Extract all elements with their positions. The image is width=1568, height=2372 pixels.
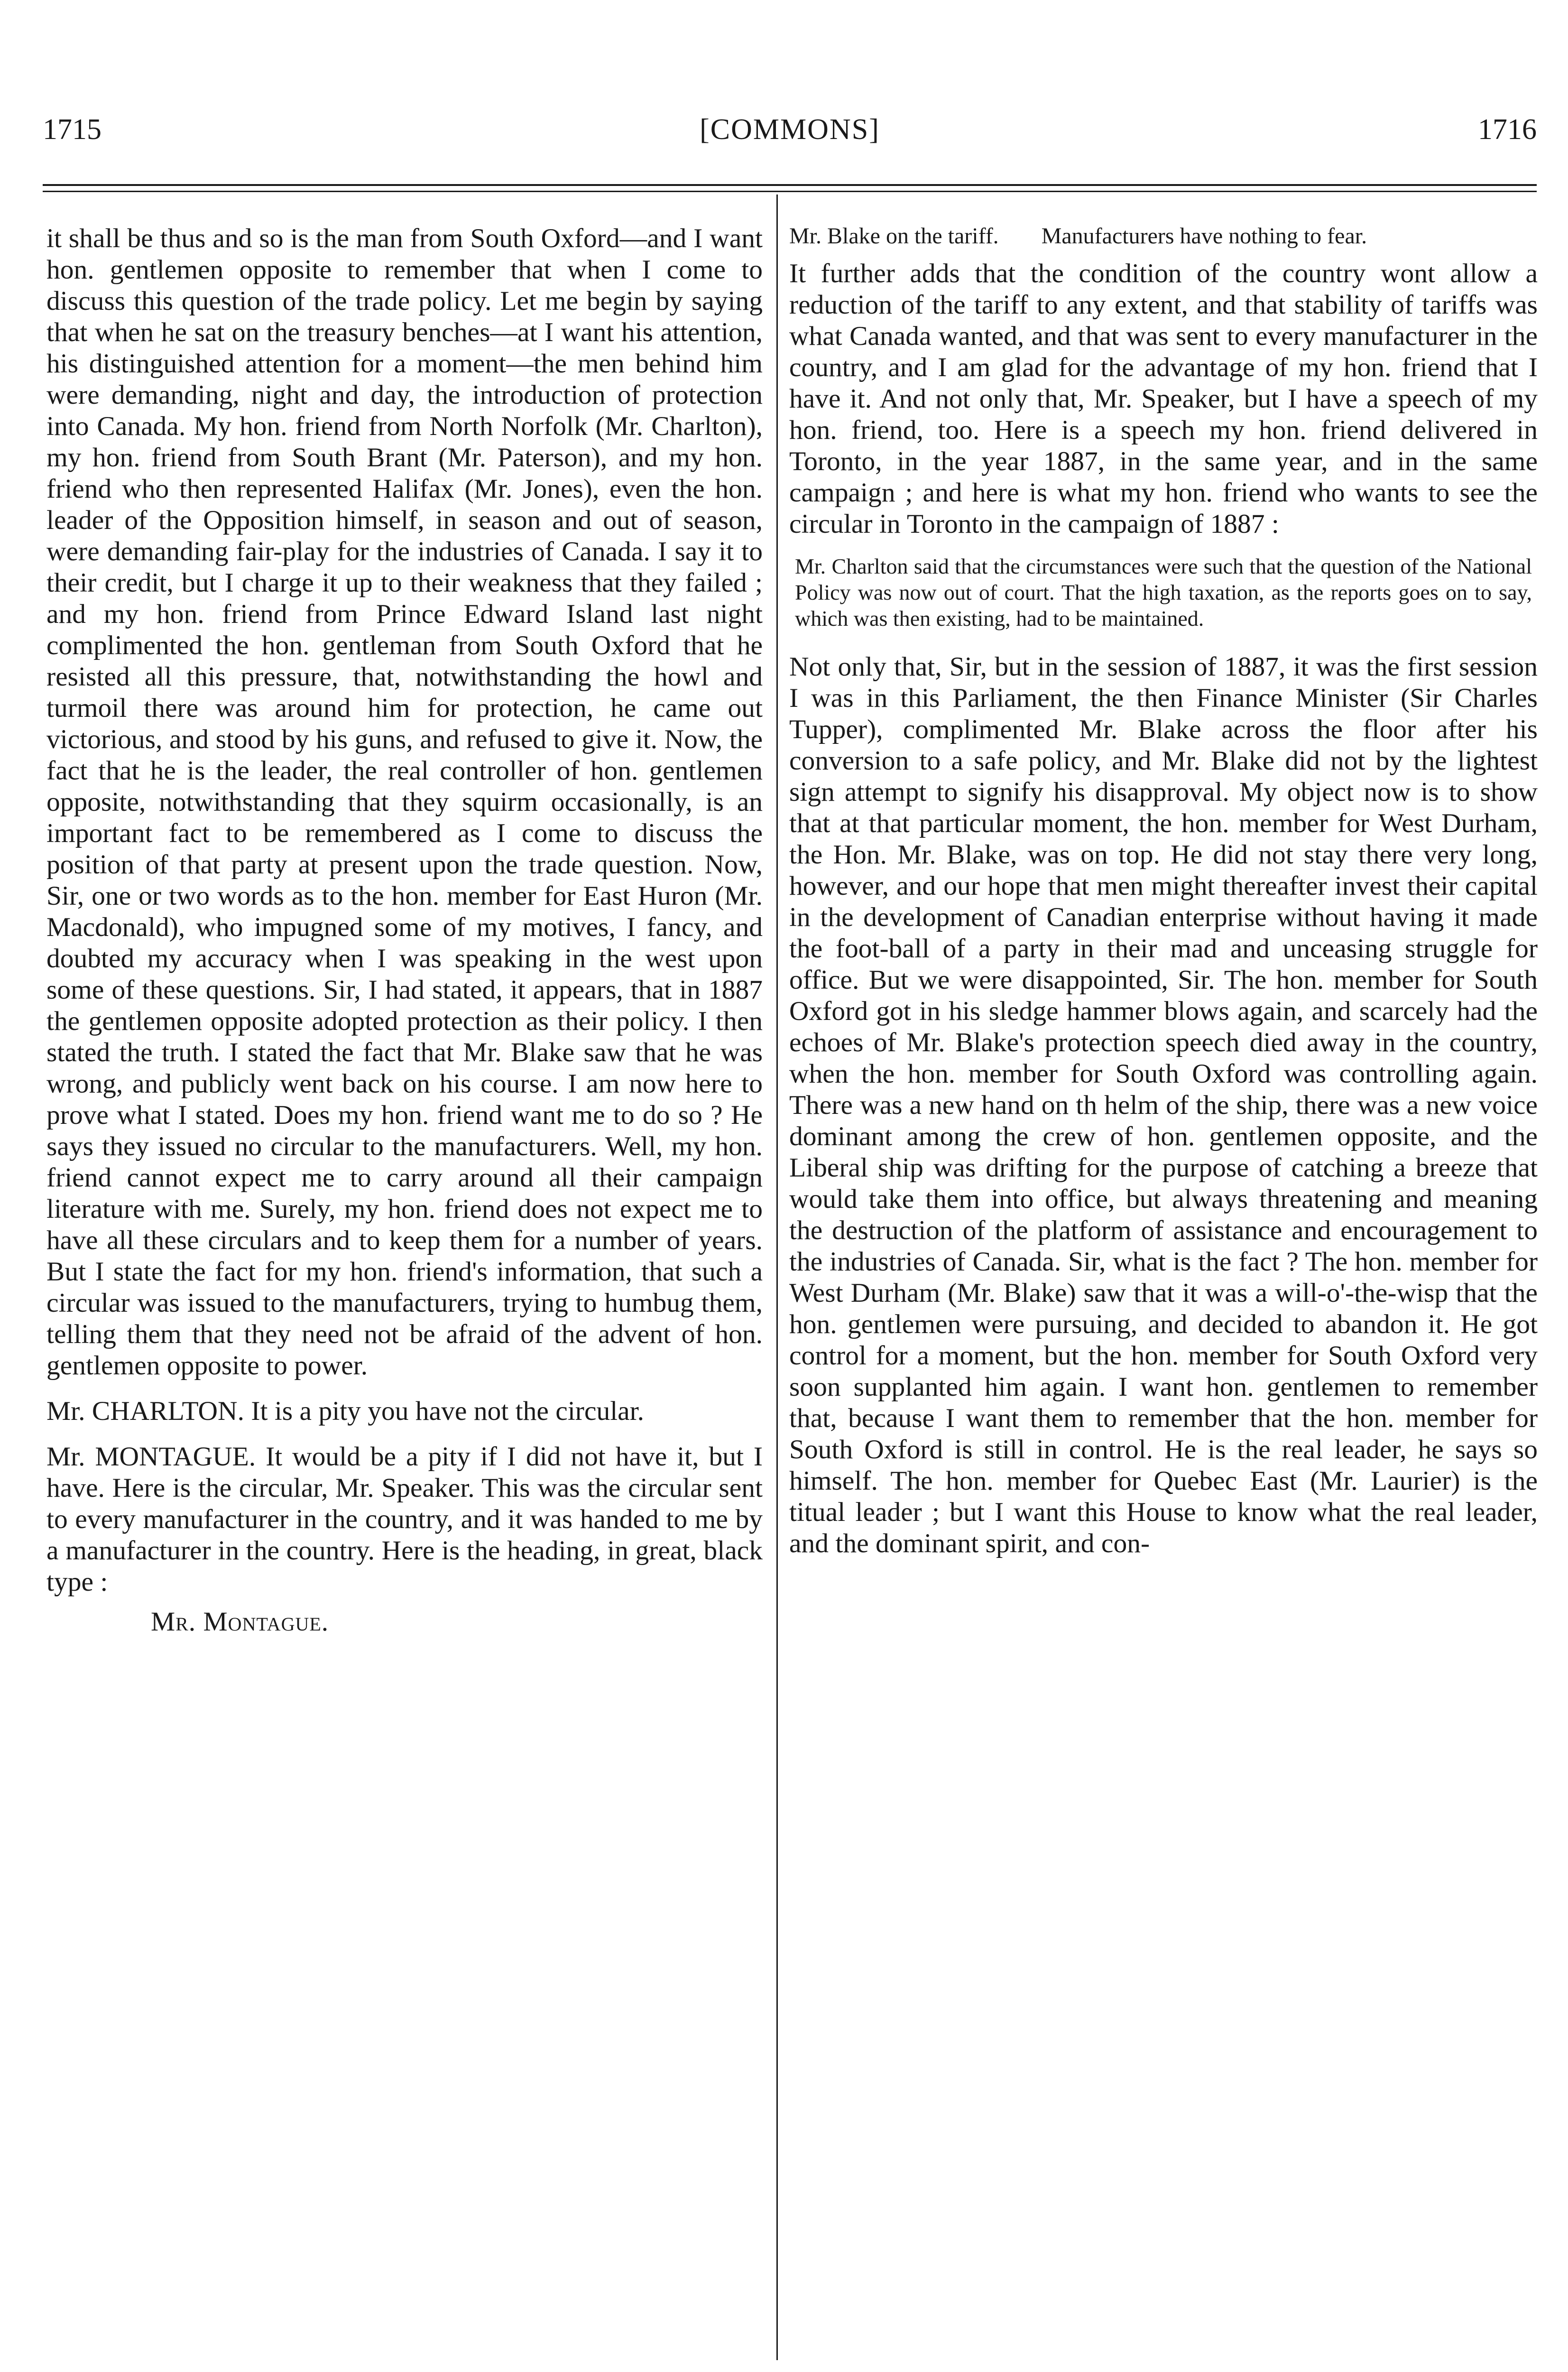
page-number-right: 1716 <box>1478 113 1537 146</box>
circular-heading <box>789 223 1538 250</box>
paragraph-charlton-interjection: Mr. CHARLTON. It is a pity you have not the circular. <box>46 1396 645 1426</box>
paragraph-montague-speech: it shall be thus and so is the man from South Oxford—and I want hon. gentlemen opposite to remember that when I come to discuss this question of the trade policy. Let me begin by saying that when he sat on the treasury benches—at I want his attention, his distinguished attention for a moment—the men behind him were demanding, night and day, the introduction of protection into Canada. My hon. friend from North Norfolk (Mr. Charlton), my hon. friend from South Brant (Mr. Paterson), and my hon. friend who then represented Halifax (Mr. Jones), even the hon. leader of the Opposition himself, in season and out of season, were demanding fair-play for the industries of Canada. I say it to their credit, but I charge it up to their weakness that they failed ; and my hon. friend from Prince Edward Island last night complimented the hon. gentleman from South Oxford that he resisted all this pressure, that, notwithstanding the howl and turmoil there was around him for protection, he came out victorious, and stood by his guns, and refused to give it. Now, the fact that he is the leader, the real controller of hon. gentlemen opposite, notwithstanding that they squirm occasionally, is an important fact to be remembered as I come to discuss the position of that party at present upon the trade question. Now, Sir, one or two words as to the hon. member for East Huron (Mr. Macdonald), who impugned some of my motives, I fancy, and doubted my accuracy when I was speaking in the west upon some of these questions. Sir, I had stated, it appears, that in 1887 the gentlemen opposite adopted protection as their policy. I then stated the truth. I stated the fact that Mr. Blake saw that he was wrong, and publicly went back on his course. I am now here to prove what I stated. Does my hon. friend want me to do so ? He says they issued no circular to the manufacturers. Well, my hon. friend cannot expect me to carry around all their campaign literature with me. Surely, my hon. friend does not expect me to have all these circulars and to keep them for a number of years. But I state the fact for my hon. friend's information, that such a circular was issued to the manufacturers, trying to humbug them, telling them that they need not be afraid of the advent of hon. gentlemen opposite to power. <box>46 223 763 1381</box>
running-title: [COMMONS] <box>700 113 880 146</box>
right-column <box>789 223 1538 1559</box>
header-rule-bottom <box>43 191 1537 192</box>
circular-heading-a: Mr. Blake on the tariff. <box>789 223 999 249</box>
page-number-left: 1715 <box>43 113 101 146</box>
block-quote-charlton: Mr. Charlton said that the circumstances were such that the question of the National Policy was now out of court. That the high taxation, as the reports goes on to say, which was then existing, had to be maintained. <box>795 554 1532 630</box>
circular-signature: Mr. Montague. <box>151 1607 329 1637</box>
paragraph-montague-reply: Mr. MONTAGUE. It would be a pity if I did not have it, but I have. Here is the circular, Mr. Speaker. This was the circular sent to every manufacturer in the country, and it was handed to me by a manufacturer in the country. Here is the heading, in great, black type : <box>46 1442 763 1597</box>
paragraph-circular-continued: It further adds that the condition of the country wont allow a reduction of the tariff to any extent, and that stability of tariffs was what Canada wanted, and that was sent to every manufacturer in the country, and I am glad for the advantage of my hon. friend that I have it. And not only that, Mr. Speaker, but I have a speech of my hon. friend, too. Here is a speech my hon. friend delivered in Toronto, in the year 1887, in the same year, and in the same campaign ; and here is what my hon. friend who wants to see the circular in Toronto in the campaign of 1887 : <box>789 259 1538 539</box>
circular-heading-b: Manufacturers have nothing to fear. <box>1041 223 1367 249</box>
column-divider <box>776 195 778 2360</box>
header-rule-top <box>43 184 1537 186</box>
paragraph-session-1887: Not only that, Sir, but in the session of 1887, it was the first session I was in this Parliament, the then Finance Minister (Sir Charles Tupper), complimented Mr. Blake across the floor after his conversion to a safe policy, and Mr. Blake did not by the lightest sign attempt to signify his disapproval. My object now is to show that at that particular moment, the hon. member for West Durham, the Hon. Mr. Blake, was on top. He did not stay there very long, however, and our hope that men might thereafter invest their capital in the development of Canadian enterprise without having it made the foot-ball of a party in their mad and unceasing struggle for office. But we were disappointed, Sir. The hon. member for South Oxford got in his sledge hammer blows again, and scarcely had the echoes of Mr. Blake's protection speech died away in the country, when the hon. member for South Oxford was controlling again. There was a new hand on th helm of the ship, there was a new voice dominant among the crew of hon. gentlemen opposite, and the Liberal ship was drifting for the purpose of catching a breeze that would take them into office, but always threatening and meaning the destruction of the platform of assistance and encouragement to the industries of Canada. Sir, what is the fact ? The hon. member for West Durham (Mr. Blake) saw that it was a will-o'-the-wisp that the hon. gentlemen were pursuing, and decided to abandon it. He got control for a moment, but the hon. member for South Oxford very soon supplanted him again. I want hon. gentlemen to remember that, because I want them to remember that the hon. member for South Oxford is still in control. He is the real leader, he says so himself. The hon. member for Quebec East (Mr. Laurier) is the titual leader ; but I want this House to know what the real leader, and the dominant spirit, and con- <box>789 652 1538 1558</box>
page-header <box>43 113 1537 151</box>
left-column <box>46 223 763 1638</box>
